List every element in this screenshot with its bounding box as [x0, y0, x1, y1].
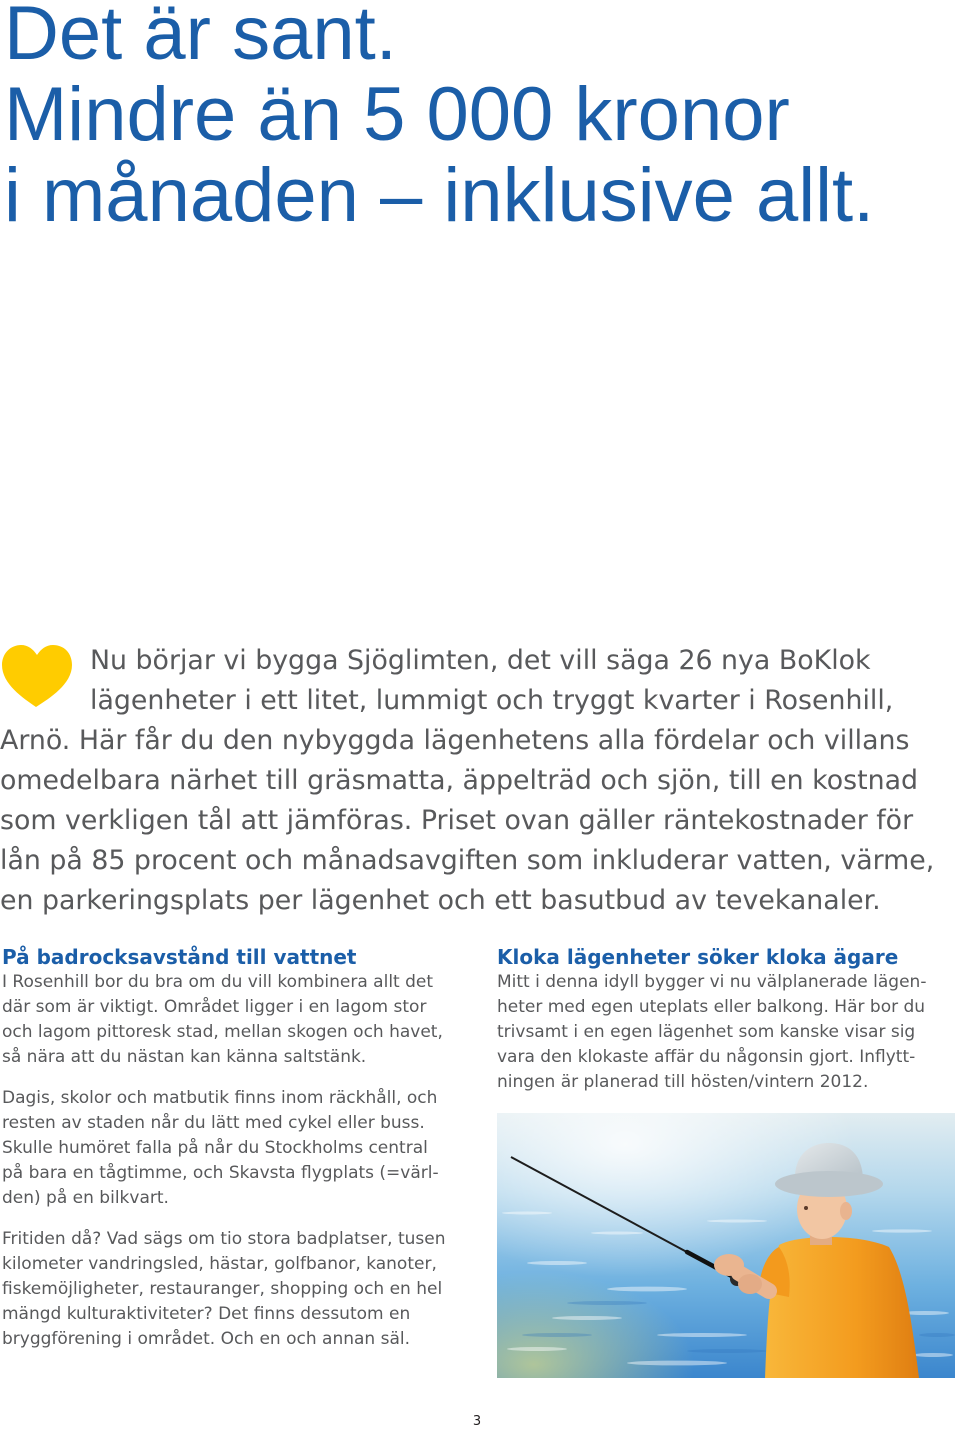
intro-line: en parkeringsplats per lägenhet och ett basutbud av tevekanaler.: [0, 885, 881, 916]
intro-paragraph: [0, 641, 958, 921]
intro-line: som verkligen tål att jämföras. Priset ovan gäller räntekostnader för: [0, 805, 914, 836]
body-line: den) på en bilkvart.: [2, 1188, 169, 1208]
headline-line: Det är sant.: [4, 0, 397, 76]
boy-hand: [714, 1254, 744, 1276]
boy-eye: [804, 1206, 808, 1210]
body-line: vara den klokaste affär du någonsin gjort. Inflytt-: [497, 1047, 916, 1067]
intro-line: lägenheter i ett litet, lummigt och tryggt kvarter i Rosenhill,: [90, 685, 894, 716]
body-line: kilometer vandringsled, hästar, golfbanor, kanoter,: [2, 1254, 437, 1274]
body-line: Skulle humöret falla på når du Stockholms central: [2, 1138, 428, 1158]
page-number: 3: [472, 1414, 482, 1429]
body-line: bryggförening i området. Och en och annan säl.: [2, 1329, 410, 1349]
page-headline: [4, 0, 874, 236]
body-line: trivsamt i en egen lägenhet som kanske visar sig: [497, 1022, 916, 1042]
intro-line: omedelbara närhet till gräsmatta, äppelträd och sjön, till en kostnad: [0, 765, 919, 796]
body-line: där som är viktigt. Området ligger i en lagom stor: [2, 997, 427, 1017]
intro-line: Arnö. Här får du den nybyggda lägenhetens alla fördelar och villans: [0, 725, 910, 756]
left-paragraph-2: [2, 1086, 474, 1211]
body-line: Dagis, skolor och matbutik finns inom räckhåll, och: [2, 1088, 438, 1108]
boy-hand: [738, 1274, 762, 1294]
headline-line: Mindre än 5 000 kronor: [4, 72, 790, 157]
right-column: [497, 944, 957, 1111]
intro-line: lån på 85 procent och månadsavgiften som inkluderar vatten, värme,: [0, 845, 935, 876]
body-line: och lagom pittoresk stad, mellan skogen och havet,: [2, 1022, 443, 1042]
left-paragraph-1: [2, 970, 474, 1070]
left-column-heading: På badrocksavstånd till vattnet: [2, 945, 357, 969]
body-line: ningen är planerad till hösten/vintern 2012.: [497, 1072, 869, 1092]
body-line: så nära att du nästan kan känna saltstänk.: [2, 1047, 367, 1067]
body-line: Mitt i denna idyll bygger vi nu välplanerade lägen-: [497, 972, 927, 992]
body-line: på bara en tågtimme, och Skavsta flygplats (=värl-: [2, 1163, 439, 1183]
body-line: resten av staden når du lätt med cykel eller buss.: [2, 1113, 425, 1133]
left-paragraph-3: [2, 1227, 474, 1352]
body-line: mängd kulturaktiviteter? Det finns dessutom en: [2, 1304, 411, 1324]
body-line: heter med egen uteplats eller balkong. Här bor du: [497, 997, 926, 1017]
body-line: Fritiden då? Vad sägs om tio stora badplatser, tusen: [2, 1229, 446, 1249]
right-column-heading: Kloka lägenheter söker kloka ägare: [497, 945, 899, 969]
body-line: I Rosenhill bor du bra om du vill kombinera allt det: [2, 972, 434, 992]
body-line: fiskemöjligheter, restauranger, shopping och en hel: [2, 1279, 443, 1299]
headline-line: i månaden – inklusive allt.: [4, 153, 875, 238]
right-paragraph-1: [497, 970, 957, 1095]
boy-hat-brim: [775, 1171, 883, 1197]
photo-boy-fishing: [497, 1113, 955, 1378]
intro-line: Nu börjar vi bygga Sjöglimten, det vill säga 26 nya BoKlok: [90, 645, 871, 676]
boy-ear: [840, 1202, 852, 1220]
left-column: [2, 944, 474, 1368]
